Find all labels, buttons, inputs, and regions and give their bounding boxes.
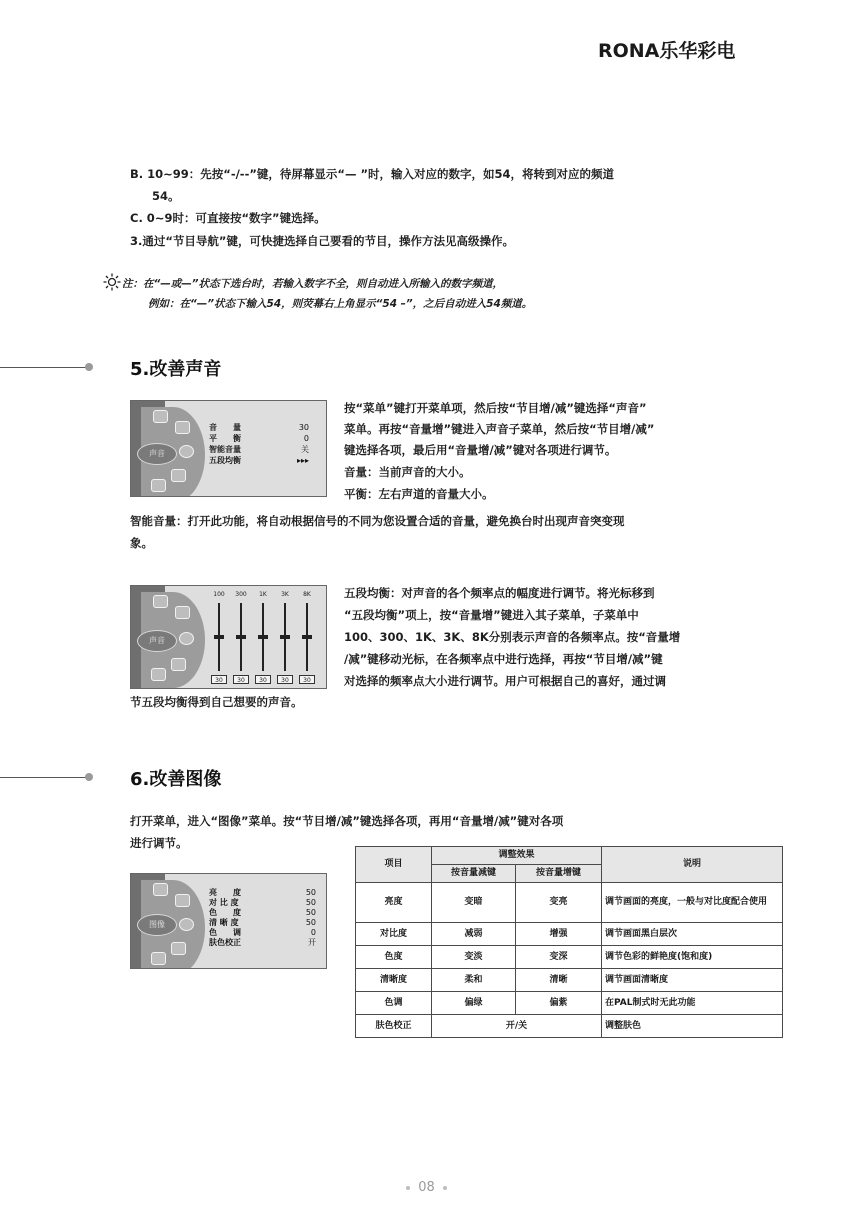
section-6-rule [0,777,88,778]
menu-item-value: ▸▸▸ [296,456,309,465]
step-b-line2: 54。 [152,189,180,203]
menu-item-label: 平 衡 [209,434,241,443]
sound-menu-screenshot [130,400,327,497]
section-6-bullet [85,773,93,781]
menu-item-label: 音 量 [209,423,241,432]
sound-para-line3: 键选择各项，最后用“音量增/减”键对各项进行调节。 [344,443,617,457]
cell-item: 色度 [356,946,432,969]
picture-intro-line2: 进行调节。 [130,836,188,850]
page-number-text: 08 [418,1180,435,1195]
eq-knob [280,635,290,639]
menu-tv-icon [153,595,168,608]
menu-item-label: 肤色校正 [209,938,241,947]
cell-desc: 调节画面的亮度，一般与对比度配合使用 [602,883,783,923]
eq-value: 30 [299,675,315,684]
eq-knob [258,635,268,639]
menu-sound-icon [175,606,190,619]
cell-desc: 调节色彩的鲜艳度(饱和度) [602,946,783,969]
equalizer-menu-screenshot [130,585,327,689]
cell-item: 肤色校正 [356,1015,432,1038]
cell-item: 色调 [356,992,432,1015]
picture-adjustment-table [355,846,783,1038]
smart-volume-line1: 智能音量：打开此功能，将自动根据信号的不同为您设置合适的音量，避免换台时出现声音突变现 [130,514,625,528]
menu-clock-icon [179,445,194,458]
cell-minus: 偏绿 [432,992,516,1015]
sun-note-icon [103,273,121,291]
cell-plus: 偏紫 [516,992,602,1015]
header-plus: 按音量增键 [516,865,602,883]
sound-para-line2: 菜单。再按“音量增”键进入声音子菜单，然后按“节目增/减” [344,422,655,436]
menu-item-value: 50 [305,888,316,897]
step-c-line: C. 0~9时：可直接按“数字”键选择。 [130,211,326,225]
menu-picture-icon [151,952,166,965]
cell-item: 对比度 [356,923,432,946]
section-5-bullet [85,363,93,371]
cell-minus: 变淡 [432,946,516,969]
cell-plus: 清晰 [516,969,602,992]
cell-both: 开/关 [432,1015,602,1038]
eq-freq-label: 100 [213,591,225,598]
picture-menu-screenshot [130,873,327,969]
header-item: 项目 [356,847,432,883]
menu-selected-label: 声音 [137,443,177,465]
eq-value: 30 [255,675,271,684]
eq-freq-label: 300 [235,591,247,598]
eq-freq-label: 1K [259,591,267,598]
cell-item: 亮度 [356,883,432,923]
menu-item-value: 30 [298,423,309,432]
menu-selected-label: 图像 [137,914,177,936]
sound-para-line1: 按“菜单”键打开菜单项，然后按“节目增/减”键选择“声音” [344,401,647,415]
cell-plus: 变深 [516,946,602,969]
eq-value: 30 [211,675,227,684]
table-row [356,969,783,992]
menu-selected-label: 声音 [137,630,177,652]
menu-tv-icon [153,410,168,423]
eq-para-line4: /减”键移动光标，在各频率点中进行选择，再按“节目增/减”键 [344,652,663,666]
menu-item-value: 0 [310,928,316,937]
eq-freq-label: 8K [303,591,311,598]
balance-text: 平衡：左右声道的音量大小。 [344,487,494,501]
menu-item-label: 亮 度 [209,888,241,897]
eq-para-line1: 五段均衡：对声音的各个频率点的幅度进行调节。将光标移到 [344,586,655,600]
note-line2: 例如：在“—”状态下输入54，则荧幕右上角显示“54 –”，之后自动进入54频道。 [148,298,533,310]
eq-para-line5: 对选择的频率点大小进行调节。用户可根据自己的喜好，通过调 [344,674,666,688]
menu-item-value: 50 [305,898,316,907]
cell-item: 清晰度 [356,969,432,992]
cell-desc: 在PAL制式时无此功能 [602,992,783,1015]
section-6-title: 6.改善图像 [130,769,222,790]
eq-para-last: 节五段均衡得到自己想要的声音。 [130,695,303,709]
menu-setup-icon [171,658,186,671]
eq-knob [302,635,312,639]
cell-desc: 调节画面黑白层次 [602,923,783,946]
brand-logo-text: RONA乐华彩电 [598,40,736,62]
page-number [0,1180,853,1195]
menu-item-label: 色 度 [209,908,241,917]
menu-tv-icon [153,883,168,896]
cell-minus: 变暗 [432,883,516,923]
section-5-title: 5.改善声音 [130,359,222,380]
menu-item-label: 五段均衡 [209,456,241,465]
table-header-row [356,847,783,865]
step-3-line: 3.通过“节目导航”键，可快捷选择自己要看的节目，操作方法见高级操作。 [130,234,514,248]
menu-item-label: 对 比 度 [209,898,239,907]
eq-knob [236,635,246,639]
menu-sound-icon [175,421,190,434]
page-dot-right [443,1186,447,1190]
table-row [356,992,783,1015]
table-row [356,883,783,923]
header-desc: 说明 [602,847,783,883]
menu-item-label: 清 晰 度 [209,918,239,927]
cell-minus: 减弱 [432,923,516,946]
cell-minus: 柔和 [432,969,516,992]
eq-para-line2: “五段均衡”项上，按“音量增”键进入其子菜单，子菜单中 [344,608,639,622]
menu-sound-icon [175,894,190,907]
menu-setup-icon [171,942,186,955]
menu-item-value: 0 [303,434,309,443]
header-minus: 按音量减键 [432,865,516,883]
picture-intro-line1: 打开菜单，进入“图像”菜单。按“节目增/减”键选择各项，再用“音量增/减”键对各项 [130,814,564,828]
menu-item-value: 开 [308,938,316,947]
table-row [356,946,783,969]
step-b-line1: B. 10~99：先按“-/--”键，待屏幕显示“— ”时，输入对应的数字，如54，将转到对应的频道 [130,167,615,181]
table-row [356,923,783,946]
menu-item-value: 关 [301,445,309,454]
cell-desc: 调整肤色 [602,1015,783,1038]
note-line1: 注：在“—或—”状态下选台时，若输入数字不全，则自动进入所输入的数字频道， [122,278,504,290]
menu-clock-icon [179,918,194,931]
menu-picture-icon [151,479,166,492]
eq-value: 30 [233,675,249,684]
eq-knob [214,635,224,639]
equalizer-bands [210,591,318,689]
page-dot-left [406,1186,410,1190]
menu-clock-icon [179,632,194,645]
table-row [356,1015,783,1038]
cell-plus: 变亮 [516,883,602,923]
menu-picture-icon [151,668,166,681]
menu-item-value: 50 [305,908,316,917]
eq-freq-label: 3K [281,591,289,598]
eq-para-line3: 100、300、1K、3K、8K分别表示声音的各频率点。按“音量增 [344,630,681,644]
menu-item-label: 色 调 [209,928,241,937]
eq-value: 30 [277,675,293,684]
menu-setup-icon [171,469,186,482]
menu-item-value: 50 [305,918,316,927]
cell-plus: 增强 [516,923,602,946]
section-5-rule [0,367,88,368]
menu-item-label: 智能音量 [209,445,241,454]
smart-volume-line2: 象。 [130,536,153,550]
volume-text: 音量：当前声音的大小。 [344,465,471,479]
cell-desc: 调节画面清晰度 [602,969,783,992]
header-effect: 调整效果 [432,847,602,865]
